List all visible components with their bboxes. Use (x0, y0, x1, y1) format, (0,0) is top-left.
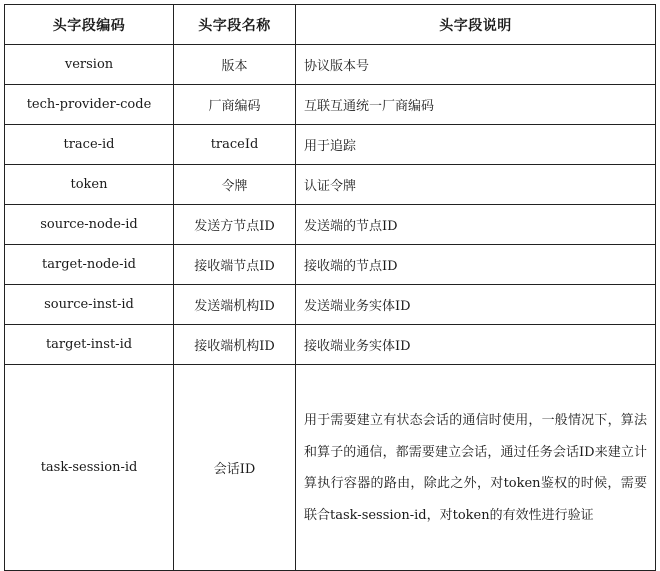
header-field-table (4, 4, 656, 571)
field-code: tech-provider-code (5, 85, 174, 125)
field-desc: 发送端业务实体ID (296, 285, 656, 325)
field-desc: 用于追踪 (296, 125, 656, 165)
field-name: 版本 (174, 45, 296, 85)
field-name: traceId (174, 125, 296, 165)
table-row (5, 365, 656, 571)
table-row (5, 45, 656, 85)
field-code: source-node-id (5, 205, 174, 245)
table-row (5, 85, 656, 125)
field-code: task-session-id (5, 365, 174, 571)
table-row (5, 285, 656, 325)
field-code: source-inst-id (5, 285, 174, 325)
column-header-name: 头字段名称 (174, 5, 296, 45)
table-row (5, 125, 656, 165)
field-code: target-node-id (5, 245, 174, 285)
field-desc: 接收端的节点ID (296, 245, 656, 285)
field-desc: 认证令牌 (296, 165, 656, 205)
field-name: 接收端机构ID (174, 325, 296, 365)
field-desc: 互联互通统一厂商编码 (296, 85, 656, 125)
field-code: target-inst-id (5, 325, 174, 365)
field-name: 令牌 (174, 165, 296, 205)
table-row (5, 205, 656, 245)
column-header-desc: 头字段说明 (296, 5, 656, 45)
field-name: 发送方节点ID (174, 205, 296, 245)
field-code: version (5, 45, 174, 85)
table-header-row (5, 5, 656, 45)
table-row (5, 165, 656, 205)
field-desc: 用于需要建立有状态会话的通信时使用，一般情况下，算法和算子的通信，都需要建立会话，通过任务会话ID来建立计算执行容器的路由，除此之外，对token鉴权的时候，需要联合task-session-id，对token的有效性进行验证 (296, 365, 656, 571)
field-name: 接收端节点ID (174, 245, 296, 285)
field-name: 发送端机构ID (174, 285, 296, 325)
table-row (5, 325, 656, 365)
field-desc: 发送端的节点ID (296, 205, 656, 245)
field-desc: 协议版本号 (296, 45, 656, 85)
field-name: 厂商编码 (174, 85, 296, 125)
field-name: 会话ID (174, 365, 296, 571)
table-row (5, 245, 656, 285)
field-desc: 接收端业务实体ID (296, 325, 656, 365)
column-header-code: 头字段编码 (5, 5, 174, 45)
field-code: trace-id (5, 125, 174, 165)
field-code: token (5, 165, 174, 205)
